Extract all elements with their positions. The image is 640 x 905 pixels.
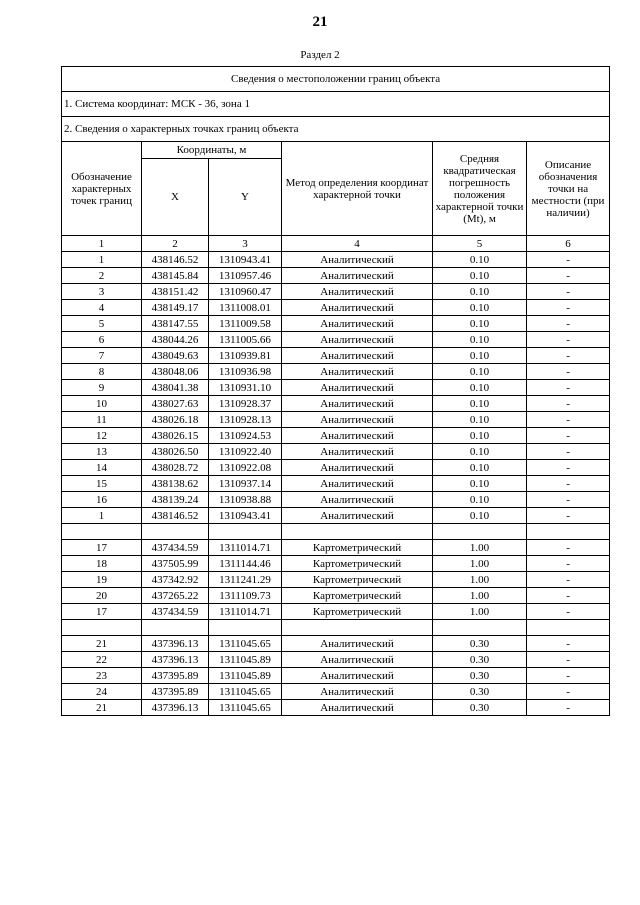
cell-point-id: 21 bbox=[62, 636, 142, 652]
cell-point-id: 17 bbox=[62, 604, 142, 620]
cell-method: Аналитический bbox=[282, 332, 433, 348]
cell-error: 0.10 bbox=[433, 348, 527, 364]
cell-description: - bbox=[527, 348, 610, 364]
cell-point-id: 10 bbox=[62, 396, 142, 412]
cell-coord-x: 438026.50 bbox=[142, 444, 209, 460]
cell-method: Картометрический bbox=[282, 588, 433, 604]
table-row bbox=[62, 444, 610, 460]
cell-description: - bbox=[527, 316, 610, 332]
cell-method: Аналитический bbox=[282, 492, 433, 508]
cell-point-id bbox=[62, 620, 142, 636]
cell-method: Картометрический bbox=[282, 540, 433, 556]
cell-description: - bbox=[527, 460, 610, 476]
cell-description bbox=[527, 620, 610, 636]
cell-coord-x: 437434.59 bbox=[142, 540, 209, 556]
cell-coord-x: 437505.99 bbox=[142, 556, 209, 572]
cell-description: - bbox=[527, 476, 610, 492]
cell-coord-y: 1310928.13 bbox=[209, 412, 282, 428]
cell-method: Картометрический bbox=[282, 604, 433, 620]
cell-point-id: 9 bbox=[62, 380, 142, 396]
header-coords: Координаты, м bbox=[142, 142, 282, 159]
cell-point-id: 16 bbox=[62, 492, 142, 508]
cell-coord-y: 1311241.29 bbox=[209, 572, 282, 588]
table-row bbox=[62, 348, 610, 364]
cell-point-id: 14 bbox=[62, 460, 142, 476]
cell-method: Аналитический bbox=[282, 284, 433, 300]
cell-coord-x: 438041.38 bbox=[142, 380, 209, 396]
cell-coord-y: 1310922.40 bbox=[209, 444, 282, 460]
table-row bbox=[62, 588, 610, 604]
cell-method: Аналитический bbox=[282, 396, 433, 412]
cell-error: 0.10 bbox=[433, 460, 527, 476]
cell-method: Аналитический bbox=[282, 684, 433, 700]
cell-coord-x: 437342.92 bbox=[142, 572, 209, 588]
cell-error: 0.10 bbox=[433, 508, 527, 524]
cell-coord-y: 1310928.37 bbox=[209, 396, 282, 412]
cell-error bbox=[433, 620, 527, 636]
cell-method: Аналитический bbox=[282, 460, 433, 476]
cell-error: 0.10 bbox=[433, 492, 527, 508]
cell-error: 0.10 bbox=[433, 332, 527, 348]
table-row bbox=[62, 668, 610, 684]
cell-description: - bbox=[527, 300, 610, 316]
cell-method: Аналитический bbox=[282, 508, 433, 524]
cell-point-id: 8 bbox=[62, 364, 142, 380]
cell-error: 0.10 bbox=[433, 428, 527, 444]
cell-description: - bbox=[527, 636, 610, 652]
cell-coord-y: 1310937.14 bbox=[209, 476, 282, 492]
separator-row bbox=[62, 620, 610, 636]
header-description: Описание обозначения точки на местности (при наличии) bbox=[527, 142, 610, 236]
cell-coord-x: 438049.63 bbox=[142, 348, 209, 364]
cell-description: - bbox=[527, 396, 610, 412]
cell-description: - bbox=[527, 700, 610, 716]
cell-coord-y: 1310943.41 bbox=[209, 252, 282, 268]
cell-error: 0.30 bbox=[433, 668, 527, 684]
table-row bbox=[62, 460, 610, 476]
cell-point-id: 1 bbox=[62, 252, 142, 268]
cell-error: 0.30 bbox=[433, 684, 527, 700]
cell-coord-x: 437396.13 bbox=[142, 636, 209, 652]
cell-description: - bbox=[527, 412, 610, 428]
cell-error: 0.10 bbox=[433, 412, 527, 428]
cell-description: - bbox=[527, 652, 610, 668]
cell-point-id: 18 bbox=[62, 556, 142, 572]
cell-description: - bbox=[527, 428, 610, 444]
coordinate-system: 1. Система координат: МСК - 36, зона 1 bbox=[62, 92, 610, 117]
cell-description: - bbox=[527, 588, 610, 604]
cell-point-id: 20 bbox=[62, 588, 142, 604]
cell-method: Аналитический bbox=[282, 700, 433, 716]
cell-point-id bbox=[62, 524, 142, 540]
cell-error: 0.30 bbox=[433, 700, 527, 716]
cell-coord-y: 1310922.08 bbox=[209, 460, 282, 476]
cell-coord-y: 1310931.10 bbox=[209, 380, 282, 396]
cell-point-id: 22 bbox=[62, 652, 142, 668]
cell-description: - bbox=[527, 364, 610, 380]
table-row bbox=[62, 556, 610, 572]
cell-error: 0.10 bbox=[433, 284, 527, 300]
table-row bbox=[62, 332, 610, 348]
cell-error: 0.10 bbox=[433, 252, 527, 268]
cell-point-id: 1 bbox=[62, 508, 142, 524]
table-row bbox=[62, 540, 610, 556]
cell-point-id: 2 bbox=[62, 268, 142, 284]
cell-coord-y: 1310939.81 bbox=[209, 348, 282, 364]
cell-point-id: 17 bbox=[62, 540, 142, 556]
cell-point-id: 7 bbox=[62, 348, 142, 364]
cell-method: Аналитический bbox=[282, 252, 433, 268]
cell-coord-x: 438149.17 bbox=[142, 300, 209, 316]
cell-coord-y: 1311045.65 bbox=[209, 636, 282, 652]
cell-coord-x: 438027.63 bbox=[142, 396, 209, 412]
cell-coord-x: 438028.72 bbox=[142, 460, 209, 476]
col-number: 1 bbox=[62, 236, 142, 252]
cell-description: - bbox=[527, 332, 610, 348]
cell-error: 0.10 bbox=[433, 444, 527, 460]
cell-method: Аналитический bbox=[282, 300, 433, 316]
cell-method: Аналитический bbox=[282, 316, 433, 332]
cell-point-id: 11 bbox=[62, 412, 142, 428]
cell-description: - bbox=[527, 540, 610, 556]
cell-coord-x: 437265.22 bbox=[142, 588, 209, 604]
col-number: 2 bbox=[142, 236, 209, 252]
cell-coord-x: 438147.55 bbox=[142, 316, 209, 332]
table-row bbox=[62, 428, 610, 444]
cell-method: Аналитический bbox=[282, 636, 433, 652]
table-row bbox=[62, 364, 610, 380]
cell-description: - bbox=[527, 572, 610, 588]
table-row bbox=[62, 684, 610, 700]
boundary-points-table bbox=[61, 66, 610, 716]
cell-point-id: 23 bbox=[62, 668, 142, 684]
header-error: Средняя квадратическая погрешность положения характерной точки (Mt), м bbox=[433, 142, 527, 236]
cell-coord-x bbox=[142, 524, 209, 540]
cell-coord-x: 438138.62 bbox=[142, 476, 209, 492]
table-row bbox=[62, 268, 610, 284]
table-row bbox=[62, 396, 610, 412]
table-row bbox=[62, 284, 610, 300]
cell-coord-x: 438146.52 bbox=[142, 508, 209, 524]
page-number: 21 bbox=[312, 14, 328, 30]
cell-coord-x bbox=[142, 620, 209, 636]
table-row bbox=[62, 652, 610, 668]
cell-method: Аналитический bbox=[282, 412, 433, 428]
table-title: Сведения о местоположении границ объекта bbox=[62, 67, 610, 92]
cell-error: 0.10 bbox=[433, 268, 527, 284]
cell-point-id: 21 bbox=[62, 700, 142, 716]
cell-point-id: 4 bbox=[62, 300, 142, 316]
cell-method: Аналитический bbox=[282, 268, 433, 284]
table-row bbox=[62, 572, 610, 588]
cell-point-id: 19 bbox=[62, 572, 142, 588]
cell-coord-x: 437395.89 bbox=[142, 684, 209, 700]
cell-error: 0.10 bbox=[433, 476, 527, 492]
cell-description: - bbox=[527, 556, 610, 572]
table-row bbox=[62, 252, 610, 268]
cell-point-id: 12 bbox=[62, 428, 142, 444]
cell-coord-x: 438146.52 bbox=[142, 252, 209, 268]
cell-coord-y bbox=[209, 524, 282, 540]
cell-error: 1.00 bbox=[433, 540, 527, 556]
cell-error bbox=[433, 524, 527, 540]
cell-method: Аналитический bbox=[282, 476, 433, 492]
cell-error: 0.10 bbox=[433, 300, 527, 316]
col-number: 5 bbox=[433, 236, 527, 252]
cell-method: Аналитический bbox=[282, 348, 433, 364]
cell-coord-x: 437396.13 bbox=[142, 700, 209, 716]
table-row bbox=[62, 412, 610, 428]
cell-method: Картометрический bbox=[282, 572, 433, 588]
cell-coord-y: 1311144.46 bbox=[209, 556, 282, 572]
cell-coord-y: 1310938.88 bbox=[209, 492, 282, 508]
cell-coord-y: 1310924.53 bbox=[209, 428, 282, 444]
cell-coord-y: 1311005.66 bbox=[209, 332, 282, 348]
cell-coord-y: 1311045.65 bbox=[209, 700, 282, 716]
col-number: 4 bbox=[282, 236, 433, 252]
cell-coord-y: 1310957.46 bbox=[209, 268, 282, 284]
cell-description: - bbox=[527, 604, 610, 620]
cell-point-id: 3 bbox=[62, 284, 142, 300]
cell-error: 0.10 bbox=[433, 396, 527, 412]
cell-method: Аналитический bbox=[282, 428, 433, 444]
col-number: 6 bbox=[527, 236, 610, 252]
cell-description: - bbox=[527, 508, 610, 524]
cell-coord-y: 1310943.41 bbox=[209, 508, 282, 524]
cell-point-id: 24 bbox=[62, 684, 142, 700]
cell-coord-y: 1311008.01 bbox=[209, 300, 282, 316]
cell-coord-x: 437395.89 bbox=[142, 668, 209, 684]
header-method: Метод определения координат характерной точки bbox=[282, 142, 433, 236]
cell-coord-x: 438026.15 bbox=[142, 428, 209, 444]
cell-coord-x: 438044.26 bbox=[142, 332, 209, 348]
cell-coord-x: 438026.18 bbox=[142, 412, 209, 428]
cell-coord-x: 437434.59 bbox=[142, 604, 209, 620]
cell-coord-y: 1311014.71 bbox=[209, 604, 282, 620]
cell-point-id: 13 bbox=[62, 444, 142, 460]
cell-description: - bbox=[527, 492, 610, 508]
table-row bbox=[62, 508, 610, 524]
cell-method: Аналитический bbox=[282, 364, 433, 380]
cell-error: 0.10 bbox=[433, 364, 527, 380]
table-row bbox=[62, 316, 610, 332]
table-row bbox=[62, 604, 610, 620]
cell-coord-y: 1311045.89 bbox=[209, 652, 282, 668]
table-row bbox=[62, 300, 610, 316]
cell-coord-y: 1311045.89 bbox=[209, 668, 282, 684]
cell-description: - bbox=[527, 380, 610, 396]
cell-description: - bbox=[527, 268, 610, 284]
cell-method: Аналитический bbox=[282, 380, 433, 396]
cell-description: - bbox=[527, 684, 610, 700]
cell-method: Аналитический bbox=[282, 444, 433, 460]
cell-coord-y: 1311014.71 bbox=[209, 540, 282, 556]
cell-coord-x: 437396.13 bbox=[142, 652, 209, 668]
cell-coord-y: 1311109.73 bbox=[209, 588, 282, 604]
separator-row bbox=[62, 524, 610, 540]
cell-coord-x: 438151.42 bbox=[142, 284, 209, 300]
cell-description: - bbox=[527, 668, 610, 684]
table-row bbox=[62, 380, 610, 396]
cell-coord-x: 438139.24 bbox=[142, 492, 209, 508]
header-point: Обозначение характерных точек границ bbox=[62, 142, 142, 236]
cell-error: 0.30 bbox=[433, 636, 527, 652]
cell-point-id: 15 bbox=[62, 476, 142, 492]
cell-coord-y bbox=[209, 620, 282, 636]
cell-error: 1.00 bbox=[433, 556, 527, 572]
cell-method: Аналитический bbox=[282, 668, 433, 684]
cell-error: 1.00 bbox=[433, 604, 527, 620]
cell-coord-y: 1310936.98 bbox=[209, 364, 282, 380]
cell-point-id: 6 bbox=[62, 332, 142, 348]
cell-coord-x: 438145.84 bbox=[142, 268, 209, 284]
cell-method bbox=[282, 524, 433, 540]
header-y: Y bbox=[209, 159, 282, 236]
cell-error: 0.30 bbox=[433, 652, 527, 668]
points-caption: 2. Сведения о характерных точках границ объекта bbox=[62, 117, 610, 142]
cell-coord-y: 1311009.58 bbox=[209, 316, 282, 332]
cell-description: - bbox=[527, 252, 610, 268]
header-x: X bbox=[142, 159, 209, 236]
table-row bbox=[62, 700, 610, 716]
cell-error: 0.10 bbox=[433, 316, 527, 332]
col-number: 3 bbox=[209, 236, 282, 252]
cell-description: - bbox=[527, 444, 610, 460]
cell-description: - bbox=[527, 284, 610, 300]
cell-error: 0.10 bbox=[433, 380, 527, 396]
section-label: Раздел 2 bbox=[300, 49, 340, 61]
cell-coord-y: 1311045.65 bbox=[209, 684, 282, 700]
cell-method: Аналитический bbox=[282, 652, 433, 668]
cell-coord-x: 438048.06 bbox=[142, 364, 209, 380]
cell-error: 1.00 bbox=[433, 588, 527, 604]
cell-method bbox=[282, 620, 433, 636]
table-row bbox=[62, 476, 610, 492]
cell-description bbox=[527, 524, 610, 540]
table-row bbox=[62, 492, 610, 508]
table-row bbox=[62, 636, 610, 652]
cell-error: 1.00 bbox=[433, 572, 527, 588]
cell-method: Картометрический bbox=[282, 556, 433, 572]
cell-point-id: 5 bbox=[62, 316, 142, 332]
cell-coord-y: 1310960.47 bbox=[209, 284, 282, 300]
